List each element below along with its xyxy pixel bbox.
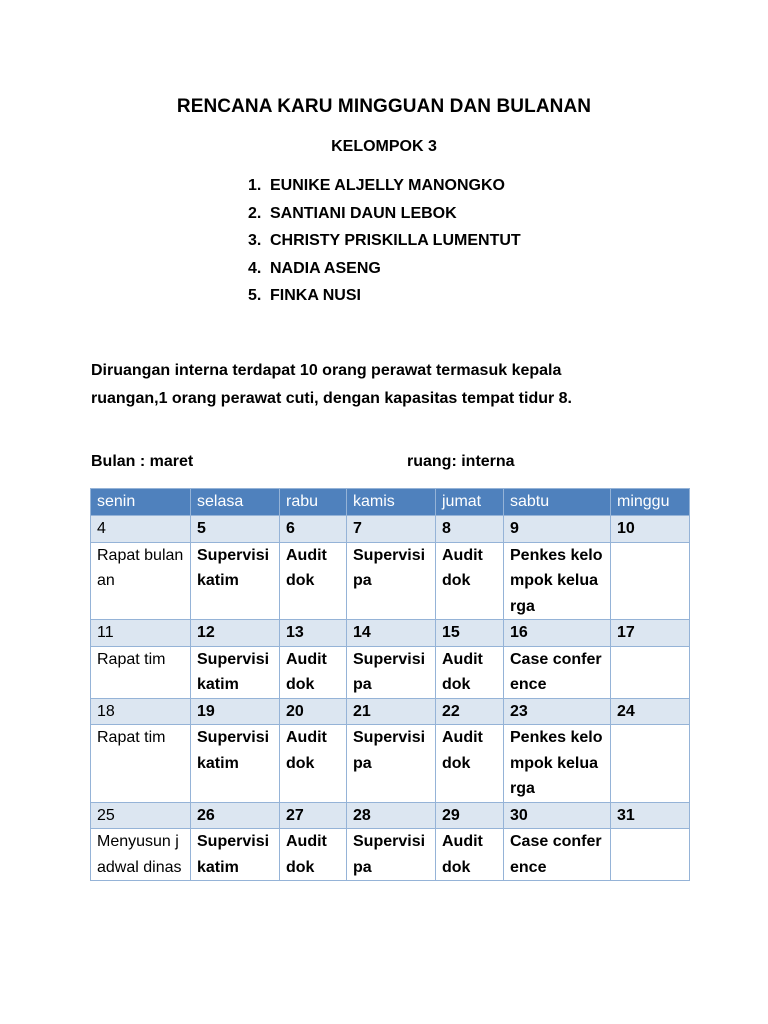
date-cell: 22 xyxy=(436,698,504,725)
member-item xyxy=(248,258,521,286)
activity-cell: Case conference xyxy=(504,829,611,881)
date-cell: 25 xyxy=(91,802,191,829)
member-name: EUNIKE ALJELLY MANONGKO xyxy=(270,177,505,194)
activity-cell: Supervisi pa xyxy=(347,646,436,698)
activity-cell: Supervisi pa xyxy=(347,542,436,620)
date-cell: 31 xyxy=(611,802,690,829)
activity-row xyxy=(91,542,690,620)
activity-cell xyxy=(611,829,690,881)
date-cell: 27 xyxy=(280,802,347,829)
date-cell: 19 xyxy=(191,698,280,725)
member-item xyxy=(248,230,521,258)
activity-cell: Supervisi katim xyxy=(191,646,280,698)
activity-cell: Supervisi pa xyxy=(347,725,436,803)
member-number: 5. xyxy=(248,287,262,304)
date-cell: 18 xyxy=(91,698,191,725)
date-cell: 30 xyxy=(504,802,611,829)
activity-cell xyxy=(611,725,690,803)
member-number: 4. xyxy=(248,259,262,277)
date-cell: 4 xyxy=(91,516,191,543)
date-cell: 7 xyxy=(347,516,436,543)
date-cell: 28 xyxy=(347,802,436,829)
activity-cell: Rapat bulanan xyxy=(91,542,191,620)
activity-cell: Penkes kelompok keluarga xyxy=(504,725,611,803)
activity-cell: Case conference xyxy=(504,646,611,698)
activity-cell: Rapat tim xyxy=(91,646,191,698)
activity-cell: Audit dok xyxy=(280,542,347,620)
date-cell: 16 xyxy=(504,620,611,647)
date-cell: 26 xyxy=(191,802,280,829)
activity-cell: Penkes kelompok keluarga xyxy=(504,542,611,620)
date-cell: 21 xyxy=(347,698,436,725)
member-item xyxy=(248,175,521,203)
activity-cell: Audit dok xyxy=(280,725,347,803)
member-number: 2. xyxy=(248,204,262,222)
activity-cell: Audit dok xyxy=(436,725,504,803)
member-name: NADIA ASENG xyxy=(270,259,381,277)
document-title: RENCANA KARU MINGGUAN DAN BULANAN xyxy=(176,96,592,117)
date-row xyxy=(91,620,690,647)
date-cell: 8 xyxy=(436,516,504,543)
activity-row xyxy=(91,646,690,698)
member-name: SANTIANI DAUN LEBOK xyxy=(270,204,457,222)
day-header: selasa xyxy=(191,489,280,516)
schedule-table xyxy=(90,488,690,881)
month-label: Bulan : maret xyxy=(91,453,194,470)
date-cell: 24 xyxy=(611,698,690,725)
date-row xyxy=(91,802,690,829)
member-item xyxy=(248,203,521,231)
member-item xyxy=(248,285,521,313)
description-paragraph xyxy=(91,357,701,413)
activity-cell: Audit dok xyxy=(436,542,504,620)
date-cell: 20 xyxy=(280,698,347,725)
date-cell: 29 xyxy=(436,802,504,829)
date-row xyxy=(91,698,690,725)
activity-cell: Audit dok xyxy=(280,646,347,698)
room-label: ruang: interna xyxy=(407,453,515,470)
date-cell: 17 xyxy=(611,620,690,647)
day-header: sabtu xyxy=(504,489,611,516)
member-name: CHRISTY PRISKILLA LUMENTUT xyxy=(270,232,521,249)
date-cell: 9 xyxy=(504,516,611,543)
activity-cell xyxy=(611,646,690,698)
day-header-row xyxy=(91,489,690,516)
day-header: senin xyxy=(91,489,191,516)
day-header: minggu xyxy=(611,489,690,516)
day-header: jumat xyxy=(436,489,504,516)
activity-cell: Menyusun jadwal dinas xyxy=(91,829,191,881)
group-label: KELOMPOK 3 xyxy=(331,138,437,155)
activity-cell: Audit dok xyxy=(436,646,504,698)
description-line: Diruangan interna terdapat 10 orang perawat termasuk kepala xyxy=(91,362,562,379)
activity-row xyxy=(91,829,690,881)
date-cell: 11 xyxy=(91,620,191,647)
member-number: 3. xyxy=(248,232,262,249)
activity-row xyxy=(91,725,690,803)
activity-cell: Supervisi pa xyxy=(347,829,436,881)
activity-cell xyxy=(611,542,690,620)
activity-cell: Audit dok xyxy=(280,829,347,881)
description-line: ruangan,1 orang perawat cuti, dengan kapasitas tempat tidur 8. xyxy=(91,390,572,407)
activity-cell: Audit dok xyxy=(436,829,504,881)
member-list xyxy=(248,175,521,313)
activity-cell: Supervisi katim xyxy=(191,829,280,881)
date-cell: 14 xyxy=(347,620,436,647)
date-cell: 5 xyxy=(191,516,280,543)
member-number: 1. xyxy=(248,177,262,194)
date-cell: 23 xyxy=(504,698,611,725)
date-cell: 13 xyxy=(280,620,347,647)
date-row xyxy=(91,516,690,543)
member-name: FINKA NUSI xyxy=(270,287,361,304)
date-cell: 12 xyxy=(191,620,280,647)
activity-cell: Supervisi katim xyxy=(191,725,280,803)
day-header: rabu xyxy=(280,489,347,516)
activity-cell: Rapat tim xyxy=(91,725,191,803)
date-cell: 10 xyxy=(611,516,690,543)
activity-cell: Supervisi katim xyxy=(191,542,280,620)
day-header: kamis xyxy=(347,489,436,516)
date-cell: 15 xyxy=(436,620,504,647)
date-cell: 6 xyxy=(280,516,347,543)
